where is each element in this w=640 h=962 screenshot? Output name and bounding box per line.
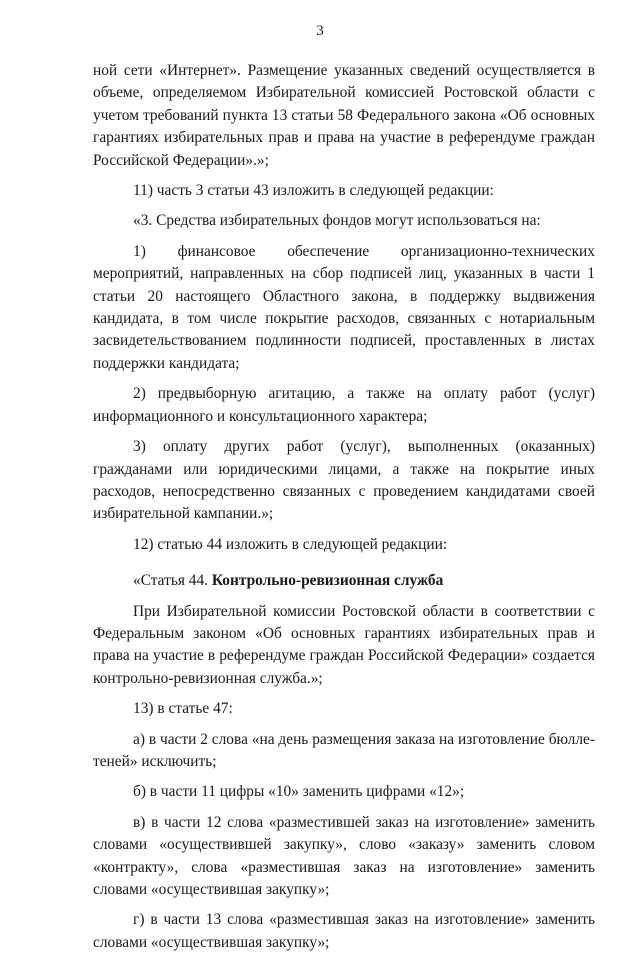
paragraph-article-44-body: При Избирательной комиссии Ростовской области в соответствии с Федеральным законом «Об основных гарантиях избирательных прав и права на участие в референдуме граждан Российской Федерации» создается контрольно-ревизионная служба.»; <box>93 602 595 687</box>
paragraph-subitem-3: 3) оплату других работ (услуг), выполненных (оказанных) гражданами или юридическими лицами, а также на покрытие иных расходов, непосредственно связанных с проведением кандидатами своей избирательной кампании.»; <box>93 438 595 523</box>
paragraph-subitem-v: в) в части 12 слова «разместившей заказ на изготовление» заменить словами «осуществившей закупку», слово «заказу» заменить словом «контракту», слова «разместившая заказ на изготовление» заменить словами «осуществившая закупку»; <box>93 813 595 898</box>
paragraph-subitem-g: г) в части 13 слова «разместившая заказ на изготовление» заменить словами «осуществившая закупку»; <box>93 911 595 951</box>
paragraph-subitem-2: 2) предвыборную агитацию, а также на оплату работ (услуг) информационного и консультационного характера; <box>93 385 595 425</box>
paragraph-subitem-a: а) в части 2 слова «на день размещения заказа на изготовление бюллетеней» исключить; <box>93 730 595 770</box>
paragraph-subitem-1: 1) финансовое обеспечение организационно-технических мероприятий, направленных на сбор подписей лиц, указанных в части 1 статьи 20 настоящего Областного закона, в поддержку выдвижения кандидата, в том числе покрытие расходов, связанных с нотариальным засвидетельствованием подлинности подписей, проставленных в листах поддержки кандидата; <box>93 242 595 372</box>
document-body <box>93 60 595 962</box>
article-heading-title: Контрольно-ревизионная служба <box>211 572 444 590</box>
paragraph-item-11: 11) часть 3 статьи 43 изложить в следующей редакции: <box>133 182 494 200</box>
paragraph-subitem-b: б) в части 11 цифры «10» заменить цифрами «12»; <box>133 783 465 801</box>
paragraph-continuation: ной сети «Интернет». Размещение указанных сведений осуществляется в объеме, определяемом Избирательной комиссией Ростовской области с учетом требований пункта 13 статьи 58 Федерального закона «Об основных гарантиях избирательных прав и права на участие в референдуме граждан Российской Федерации».»; <box>93 62 595 169</box>
paragraph-part-3-intro: «3. Средства избирательных фондов могут использоваться на: <box>133 212 541 230</box>
page-number: 3 <box>316 23 324 39</box>
paragraph-item-13: 13) в статье 47: <box>133 700 233 718</box>
paragraph-item-12: 12) статью 44 изложить в следующей редакции: <box>133 535 448 553</box>
article-heading <box>93 570 595 592</box>
article-heading-prefix: «Статья 44. <box>133 572 212 590</box>
